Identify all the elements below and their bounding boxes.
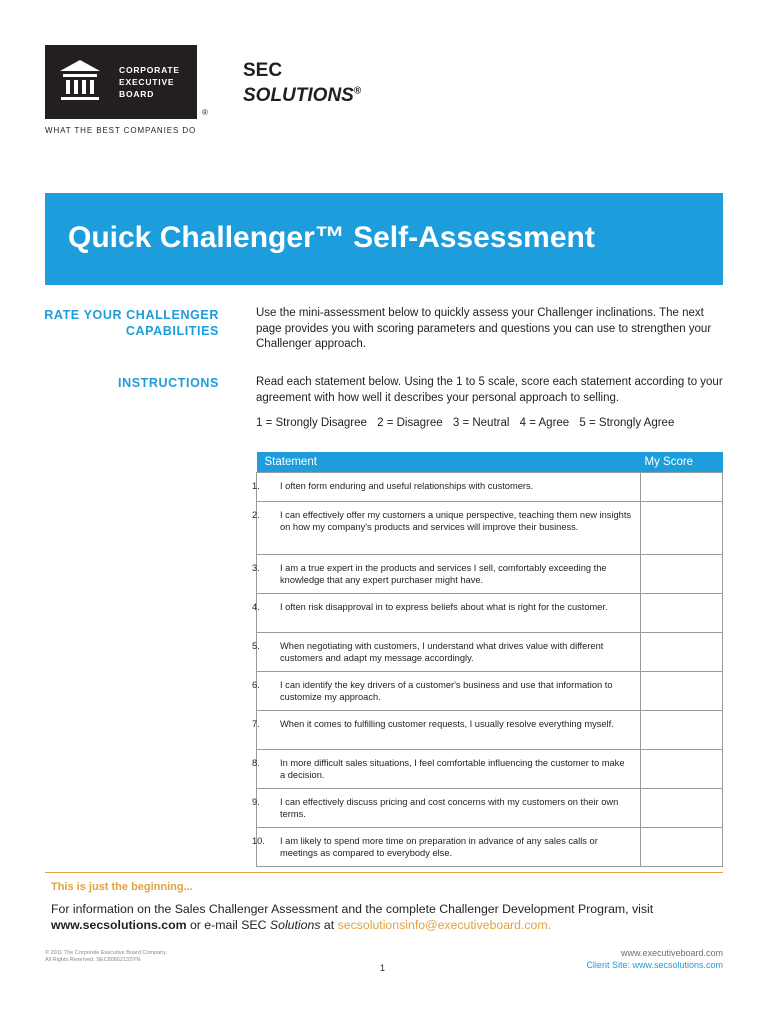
registered-mark: ®	[202, 108, 208, 117]
info-text: For information on the Sales Challenger Assessment and the complete Challenger Development Program, visit	[51, 902, 654, 916]
table-row	[257, 501, 723, 554]
statement-text: I can identify the key drivers of a customer's business and use that information to customize my approach.	[280, 679, 613, 702]
table-row	[257, 671, 723, 710]
brand-subtitle-text: SOLUTIONS	[243, 85, 354, 106]
rating-scale	[256, 417, 681, 429]
building-columns-icon	[59, 58, 101, 104]
statement-cell	[252, 749, 641, 788]
statement-cell	[252, 632, 641, 671]
logo-line: CORPORATE	[119, 65, 180, 75]
statement-number: 2.	[252, 509, 260, 520]
statement-text: I can effectively discuss pricing and cost concerns with my customers on their own terms.	[280, 796, 619, 819]
logo-line: BOARD	[119, 89, 155, 99]
table-row	[257, 788, 723, 827]
statement-text: I can effectively offer my customers a unique perspective, teaching them new insights on how my company's products and services will improve their business.	[280, 509, 632, 532]
statement-number: 8.	[252, 757, 260, 768]
table-row	[257, 749, 723, 788]
footer-divider	[45, 872, 723, 873]
score-cell[interactable]	[641, 472, 723, 501]
statement-number: 5.	[252, 640, 260, 651]
statement-header: Statement	[257, 452, 641, 472]
score-cell[interactable]	[641, 710, 723, 749]
brand-subtitle	[243, 85, 361, 107]
table-row	[257, 632, 723, 671]
score-cell[interactable]	[641, 749, 723, 788]
statement-text: When it comes to fulfilling customer requests, I usually resolve everything myself.	[280, 718, 614, 729]
score-cell[interactable]	[641, 554, 723, 593]
statement-cell	[252, 671, 641, 710]
scale-item: 4 = Agree	[519, 417, 570, 429]
statement-number: 9.	[252, 796, 260, 807]
copyright	[45, 950, 167, 964]
statement-cell	[252, 788, 641, 827]
rate-label-line: RATE YOUR CHALLENGER	[44, 308, 219, 322]
statement-text: When negotiating with customers, I understand what drives value with different customers and adapt my message accordingly.	[280, 640, 604, 663]
table-header-row	[257, 452, 723, 472]
statement-number: 6.	[252, 679, 260, 690]
table-row	[257, 593, 723, 632]
statement-text: I am likely to spend more time on preparation in advance of any sales calls or meetings as compared to everybody else.	[280, 835, 598, 858]
logo-tagline: WHAT THE BEST COMPANIES DO	[45, 126, 197, 135]
instructions-label: INSTRUCTIONS	[118, 376, 219, 390]
statement-text: I am a true expert in the products and services I sell, comfortably exceeding the knowledge that any expert purchaser might have.	[280, 562, 607, 585]
table-row	[257, 827, 723, 866]
rate-text: Use the mini-assessment below to quickly assess your Challenger inclinations. The next page provides you with scoring parameters and questions you can use to strengthen your Challenger approach.	[256, 307, 712, 350]
instructions-text: Read each statement below. Using the 1 to 5 scale, score each statement according to your agreement with how well it describes your personal approach to selling.	[256, 376, 723, 404]
footer-heading: This is just the beginning...	[51, 881, 193, 893]
rate-label	[44, 307, 219, 339]
rate-label-line: CAPABILITIES	[125, 324, 219, 338]
score-cell[interactable]	[641, 632, 723, 671]
logo-wordmark	[119, 64, 180, 100]
logo-line: EXECUTIVE	[119, 77, 175, 87]
statement-number: 10.	[252, 835, 265, 846]
page-title: Quick Challenger™ Self-Assessment	[68, 221, 595, 254]
scale-item: 5 = Strongly Agree	[579, 417, 675, 429]
statement-number: 3.	[252, 562, 260, 573]
statement-cell	[252, 554, 641, 593]
statement-number: 7.	[252, 718, 260, 729]
assessment-table	[252, 452, 723, 867]
scale-item: 1 = Strongly Disagree	[256, 417, 367, 429]
copyright-line: All Rights Reserved. SEC8085213SYN	[45, 957, 141, 963]
statement-text: In more difficult sales situations, I feel comfortable influencing the customer to make a decision.	[280, 757, 625, 780]
score-cell[interactable]	[641, 788, 723, 827]
score-cell[interactable]	[641, 671, 723, 710]
statement-text: I often risk disapproval in to express beliefs about what is right for the customer.	[280, 601, 608, 612]
client-site-link[interactable]: Client Site: www.secsolutions.com	[586, 960, 723, 970]
statement-number: 1.	[252, 480, 260, 491]
statement-cell	[252, 501, 641, 554]
footer-info	[51, 901, 731, 933]
brand-registered: ®	[353, 85, 362, 97]
site-main-link[interactable]: www.executiveboard.com	[620, 948, 723, 958]
info-text: or e-mail SEC	[186, 918, 270, 932]
statement-cell	[252, 827, 641, 866]
statement-number: 4.	[252, 601, 260, 612]
table-row	[257, 710, 723, 749]
statement-cell	[252, 593, 641, 632]
scale-item: 2 = Disagree	[377, 417, 443, 429]
table-row	[257, 472, 723, 501]
table-row	[257, 554, 723, 593]
info-italic: Solutions	[269, 918, 321, 932]
scale-item: 3 = Neutral	[452, 417, 510, 429]
brand-title: SEC	[243, 60, 283, 81]
info-text: at	[320, 918, 338, 932]
title-banner	[45, 193, 723, 285]
website-link[interactable]: www.secsolutions.com	[51, 918, 187, 932]
email-link[interactable]: secsolutionsinfo@executiveboard.com.	[337, 918, 552, 932]
statement-text: I often form enduring and useful relationships with customers.	[280, 480, 534, 491]
statement-cell	[252, 472, 641, 501]
copyright-line: © 2011 The Corporate Executive Board Company.	[45, 950, 168, 956]
statement-cell	[252, 710, 641, 749]
score-header: My Score	[641, 452, 723, 472]
score-cell[interactable]	[641, 501, 723, 554]
site-links	[586, 947, 723, 971]
score-cell[interactable]	[641, 827, 723, 866]
score-cell[interactable]	[641, 593, 723, 632]
ceb-logo	[45, 45, 197, 119]
page-number: 1	[380, 963, 386, 973]
